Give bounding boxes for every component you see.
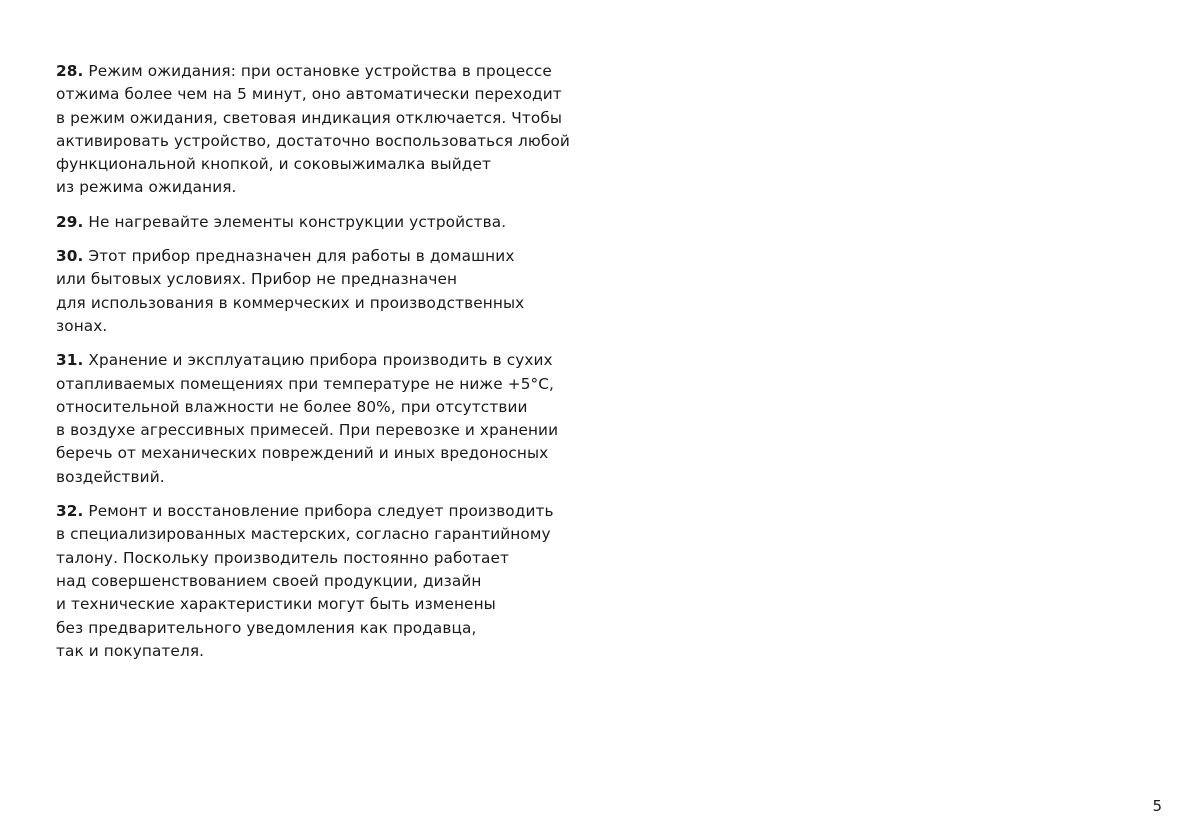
item-number: 30. [56, 247, 84, 266]
text-line: в специализированных мастерских, согласно гарантийному [56, 525, 551, 544]
text-line: или бытовых условиях. Прибор не предназначен [56, 270, 458, 289]
text-line: воздействий. [56, 467, 165, 486]
text-line: талону. Поскольку производитель постоянно работает [56, 548, 509, 567]
item-number: 31. [56, 351, 84, 370]
text-line: в воздухе агрессивных примесей. При перевозке и хранении [56, 421, 559, 440]
instruction-item-30 [56, 245, 586, 338]
text-line [56, 60, 586, 83]
text-line [56, 500, 586, 523]
item-text: Не нагревайте элементы конструкции устройства. [88, 212, 507, 231]
text-line: так и покупателя. [56, 641, 205, 660]
item-text: Режим ожидания: при остановке устройства в процессе [88, 62, 552, 80]
instruction-item-29 [56, 211, 586, 234]
instruction-item-28 [56, 60, 586, 200]
text-line [56, 245, 586, 268]
text-line [56, 211, 586, 234]
instruction-item-31 [56, 349, 586, 489]
page-number: 5 [1152, 797, 1162, 815]
text-line: над совершенствованием своей продукции, дизайн [56, 571, 482, 590]
item-number: 29. [56, 212, 84, 231]
item-number: 28. [56, 62, 84, 80]
text-line [56, 349, 586, 372]
text-line: относительной влажности не более 80%, при отсутствии [56, 397, 528, 416]
instructions-column [56, 60, 586, 674]
text-line: функциональной кнопкой, и соковыжималка выйдет [56, 155, 491, 174]
text-line: отжима более чем на 5 минут, оно автоматически переходит [56, 85, 562, 104]
text-line: без предварительного уведомления как продавца, [56, 618, 477, 637]
text-line: для использования в коммерческих и производственных [56, 293, 525, 312]
text-line: в режим ожидания, световая индикация отключается. Чтобы [56, 108, 563, 127]
item-text: Этот прибор предназначен для работы в домашних [88, 247, 515, 266]
text-line: отапливаемых помещениях при температуре не ниже +5°С, [56, 374, 555, 393]
item-text: Ремонт и восстановление прибора следует производить [88, 502, 554, 521]
text-line: активировать устройство, достаточно воспользоваться любой [56, 131, 570, 150]
text-line: зонах. [56, 316, 108, 335]
item-text: Хранение и эксплуатацию прибора производить в сухих [88, 351, 553, 370]
item-number: 32. [56, 502, 84, 521]
instruction-item-32 [56, 500, 586, 663]
text-line: беречь от механических повреждений и иных вредоносных [56, 444, 549, 463]
text-line: и технические характеристики могут быть изменены [56, 595, 496, 614]
text-line: из режима ожидания. [56, 178, 237, 197]
